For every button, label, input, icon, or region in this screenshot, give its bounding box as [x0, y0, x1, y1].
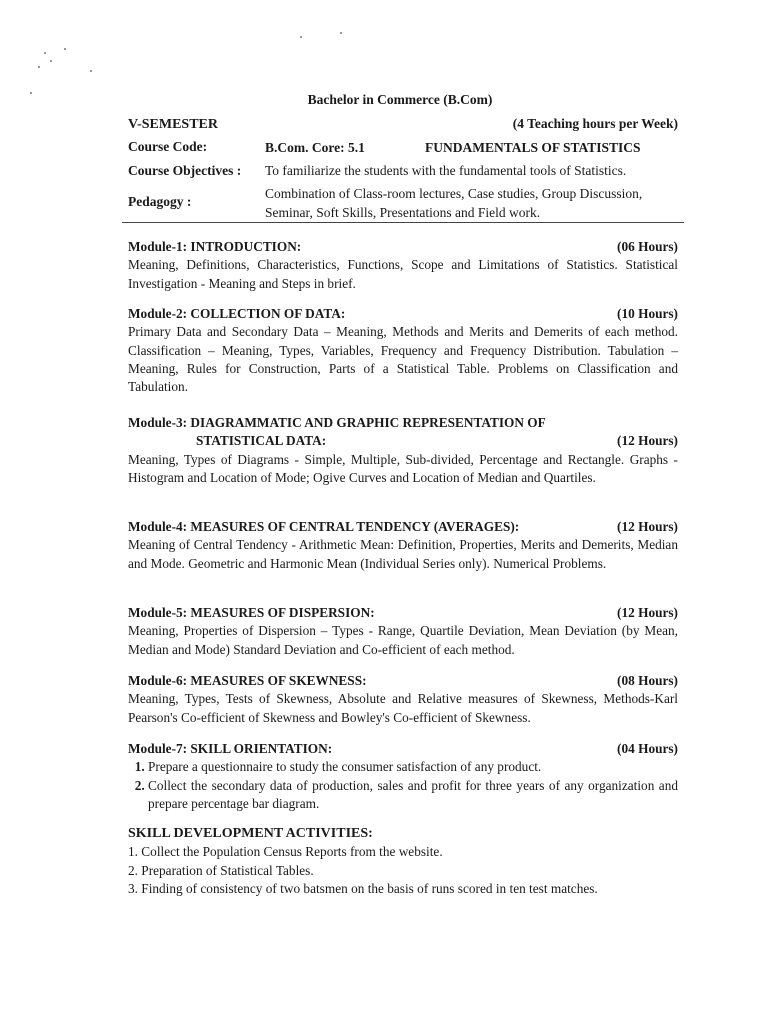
scan-speck	[38, 66, 40, 68]
module-description: Meaning, Definitions, Characteristics, Functions, Scope and Limitations of Statistics. Statistical Investigation - Meaning and Steps in brief.	[128, 257, 678, 291]
module-description: Meaning, Types of Diagrams - Simple, Multiple, Sub-divided, Percentage and Rectangle. Graphs - Histogram and Location of Mode; Ogive Curves and Location of Median and Quartiles.	[128, 451, 678, 485]
document-title: Bachelor in Commerce (B.Com)	[307, 92, 493, 107]
course-code-label: Course Code:	[128, 139, 208, 154]
module-hours: (06 Hours)	[617, 239, 678, 254]
module-heading	[128, 672, 678, 690]
module-title: Module-1: INTRODUCTION:	[128, 239, 302, 254]
list-item: 2. Collect the secondary data of production, sales and profit for three years of any organization and prepare percentage bar diagram.	[148, 777, 678, 814]
module-heading	[128, 604, 678, 622]
list-item: 3. Finding of consistency of two batsmen on the basis of runs scored in ten test matches.	[128, 880, 598, 896]
module-6	[128, 672, 678, 727]
teaching-hours: (4 Teaching hours per Week)	[512, 116, 678, 131]
module-description: Primary Data and Secondary Data – Meaning, Methods and Merits and Demerits of each method. Classification – Meaning, Types, Variables, Frequency and Frequency Distribution. Tabulation – Meaning, Rules for Construction, Parts of a Statistical Table. Problems on Classification and Tabulation.	[128, 324, 678, 395]
module-title: Module-3: DIAGRAMMATIC AND GRAPHIC REPRESENTATION OF	[128, 415, 546, 430]
pedagogy-line-2: Seminar, Soft Skills, Presentations and Field work.	[265, 205, 541, 220]
objectives-label: Course Objectives :	[128, 163, 242, 178]
pedagogy-label: Pedagogy :	[128, 194, 192, 209]
module-description: Meaning of Central Tendency - Arithmetic Mean: Definition, Properties, Merits and Demerits, Median and Mode. Geometric and Harmonic Mean (Individual Series only). Numerical Problems.	[128, 537, 678, 571]
list-item: 2. Preparation of Statistical Tables.	[128, 862, 314, 878]
scan-speck	[300, 36, 302, 38]
module-heading	[128, 740, 678, 758]
scan-speck	[90, 70, 92, 72]
module-5	[128, 604, 678, 659]
module-description: Meaning, Types, Tests of Skewness, Absolute and Relative measures of Skewness, Methods-Karl Pearson's Co-efficient of Skewness and Bowley's Co-efficient of Skewness.	[128, 691, 678, 725]
module-hours: (12 Hours)	[617, 433, 678, 449]
module-1	[128, 238, 678, 293]
skill-orientation-list	[128, 758, 678, 813]
module-heading	[128, 414, 678, 451]
skill-development-title: SKILL DEVELOPMENT ACTIVITIES:	[128, 826, 373, 841]
module-hours: (10 Hours)	[617, 306, 678, 321]
module-4	[128, 518, 678, 573]
objectives-value: To familiarize the students with the fundamental tools of Statistics.	[265, 163, 627, 178]
header-divider	[122, 222, 684, 223]
course-code-value: B.Com. Core: 5.1	[265, 140, 365, 155]
scan-speck	[340, 32, 342, 34]
semester-label: V-SEMESTER	[128, 117, 218, 132]
module-hours: (12 Hours)	[617, 519, 678, 534]
scan-speck	[50, 60, 52, 62]
module-title: Module-6: MEASURES OF SKEWNESS:	[128, 673, 367, 688]
module-hours: (04 Hours)	[617, 741, 678, 756]
module-7	[128, 740, 678, 813]
skill-development-section	[128, 825, 678, 898]
scan-speck	[44, 52, 46, 54]
module-heading	[128, 238, 678, 256]
course-name: FUNDAMENTALS OF STATISTICS	[425, 140, 641, 155]
module-heading	[128, 518, 678, 536]
module-hours: (12 Hours)	[617, 605, 678, 620]
module-hours: (08 Hours)	[617, 673, 678, 688]
module-title-continued: STATISTICAL DATA:	[196, 433, 327, 449]
module-3	[128, 414, 678, 487]
pedagogy-line-1: Combination of Class-room lectures, Case studies, Group Discussion,	[265, 186, 643, 201]
module-description: Meaning, Properties of Dispersion – Types - Range, Quartile Deviation, Mean Deviation (by Mean, Median and Mode) Standard Deviation and Co-efficient of each method.	[128, 623, 678, 657]
scan-speck	[64, 48, 66, 50]
module-title: Module-5: MEASURES OF DISPERSION:	[128, 605, 375, 620]
list-item: 1. Collect the Population Census Reports from the website.	[128, 844, 443, 860]
list-item: 1. Prepare a questionnaire to study the consumer satisfaction of any product.	[148, 758, 678, 776]
module-title: Module-4: MEASURES OF CENTRAL TENDENCY (AVERAGES):	[128, 519, 520, 534]
module-2	[128, 305, 678, 396]
module-title: Module-2: COLLECTION OF DATA:	[128, 306, 346, 321]
module-heading	[128, 305, 678, 323]
module-title: Module-7: SKILL ORIENTATION:	[128, 741, 333, 756]
